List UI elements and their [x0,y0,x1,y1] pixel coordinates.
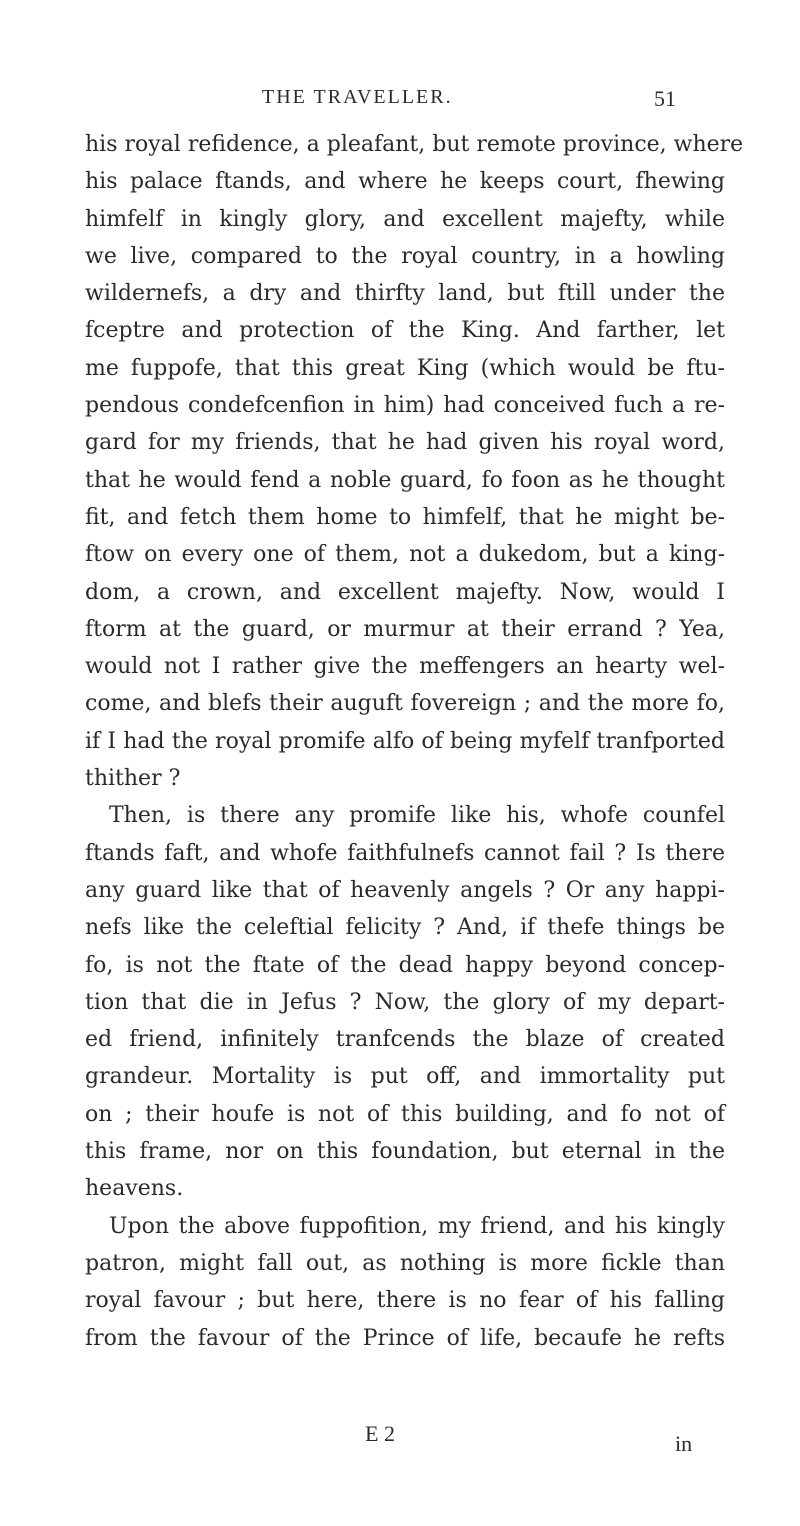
signature-mark: E 2 [365,1421,395,1446]
paragraph-start-line: Upon the above fuppofition, my friend, and his kingly [109,1213,725,1239]
paragraph-end-line: thither ? [85,766,181,792]
text-line: himfelf in kingly glory, and excellent majefty, while [85,206,725,232]
text-line: gard for my friends, that he had given his royal word, [85,430,725,456]
text-line: ftands faft, and whofe faithfulnefs cannot fail ? Is there [85,840,725,866]
text-line: on ; their houfe is not of this building, and fo not of [85,1101,725,1127]
text-line: ed friend, infinitely tranfcends the blaze of created [85,1027,725,1053]
running-head: THE TRAVELLER. [262,86,453,108]
text-line: patron, might fall out, as nothing is more fickle than [85,1250,725,1276]
text-line: his royal refidence, a pleafant, but remote province, where [85,132,744,157]
text-line: fceptre and protection of the King. And farther, let [85,318,725,344]
text-line: would not I rather give the meffengers an hearty wel- [85,654,725,680]
text-line: pendous condefcenfion in him) had conceived fuch a re- [85,393,725,419]
text-line: fit, and fetch them home to himfelf, that he might be- [85,504,725,530]
text-line: from the favour of the Prince of life, becaufe he refts [85,1325,725,1351]
text-line: this frame, nor on this foundation, but eternal in the [85,1139,725,1165]
text-line: ftorm at the guard, or murmur at their errand ? Yea, [85,616,725,642]
text-line: any guard like that of heavenly angels ? Or any happi- [85,877,725,903]
body-text [85,126,744,1357]
text-line: wildernefs, a dry and thirfty land, but ftill under the [85,281,725,307]
text-line: ftow on every one of them, not a dukedom, but a king- [85,542,725,568]
page-number: 51 [654,86,676,111]
text-line: nefs like the celeftial felicity ? And, if thefe things be [85,915,725,941]
paragraph-start-line: Then, is there any promife like his, whofe counfel [109,803,725,829]
text-line: that he would fend a noble guard, fo foon as he thought [85,467,725,493]
page-footer [85,1421,725,1461]
text-line: royal favour ; but here, there is no fear of his falling [85,1288,725,1314]
text-line: fo, is not the ftate of the dead happy beyond concep- [85,952,725,978]
text-line: dom, a crown, and excellent majefty. Now, would I [85,579,725,605]
text-line: tion that die in Jefus ? Now, the glory of my depart- [85,989,725,1015]
text-line: grandeur. Mortality is put off, and immortality put [85,1064,725,1090]
paragraph-end-line: heavens. [85,1176,184,1202]
text-line: his palace ftands, and where he keeps court, fhewing [85,169,725,195]
text-line: me fuppofe, that this great King (which would be ftu- [85,355,725,381]
text-line: if I had the royal promife alfo of being myfelf tranfported [85,728,725,754]
text-line: come, and blefs their auguft fovereign ; and the more fo, [85,691,725,717]
text-line: we live, compared to the royal country, in a howling [85,243,725,269]
catchword: in [675,1431,693,1456]
